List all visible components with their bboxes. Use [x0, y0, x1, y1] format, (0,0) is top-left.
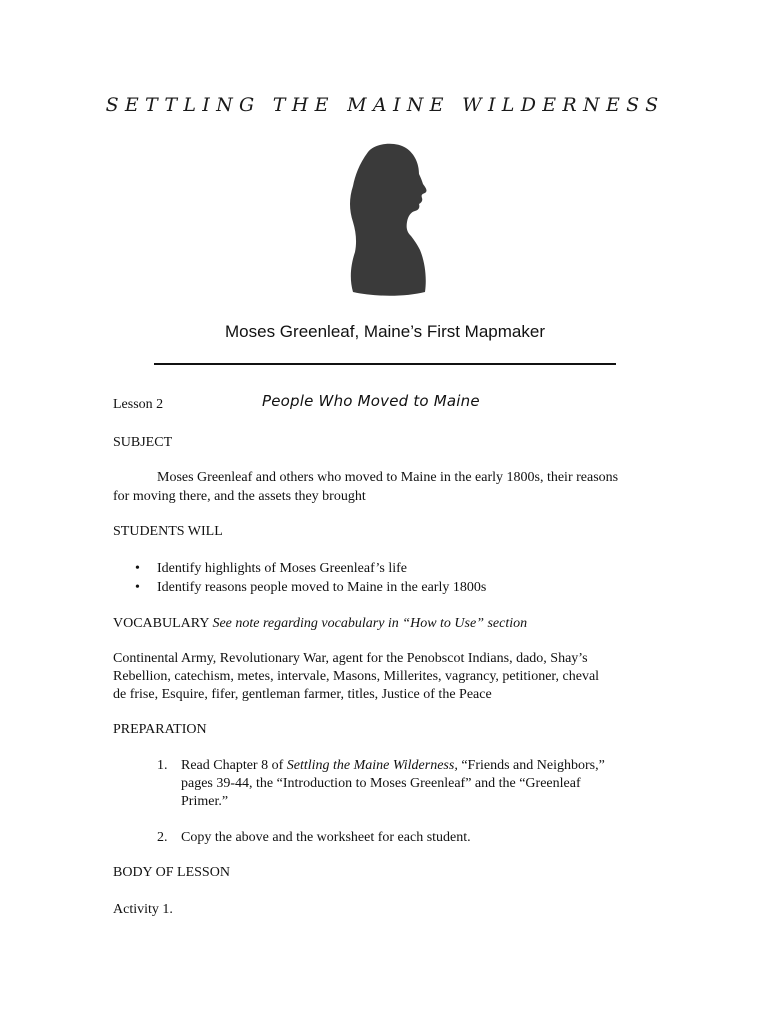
preparation-item-1-text-a: Read Chapter 8 of: [181, 758, 287, 773]
activity-label: Activity 1.: [113, 902, 173, 917]
vocabulary-heading: [113, 615, 527, 633]
lesson-title: People Who Moved to Maine: [262, 392, 480, 410]
students-will-heading: STUDENTS WILL: [113, 524, 223, 539]
document-subtitle: Moses Greenleaf, Maine’s First Mapmaker: [225, 322, 545, 341]
preparation-item-1-line2: pages 39-44, the “Introduction to Moses Greenleaf” and the “Greenleaf: [181, 776, 581, 791]
preparation-item-1-line3: Primer.”: [181, 794, 229, 809]
vocabulary-note: See note regarding vocabulary in “How to Use” section: [212, 616, 528, 631]
preparation-item-number: 2.: [157, 830, 168, 845]
students-will-list: [133, 560, 486, 598]
subject-text-line2: for moving there, and the assets they brought: [113, 489, 366, 504]
preparation-item-1-line1: [181, 757, 605, 775]
preparation-heading: PREPARATION: [113, 722, 207, 737]
vocabulary-label: VOCABULARY: [113, 616, 209, 631]
document-header-title: SETTLING THE MAINE WILDERNESS: [105, 94, 665, 116]
preparation-item-1-text-b: “Friends and Neighbors,”: [457, 758, 605, 773]
horizontal-rule: [154, 363, 616, 365]
subject-text-line1: Moses Greenleaf and others who moved to Maine in the early 1800s, their reasons: [157, 470, 619, 485]
preparation-item-number: 1.: [157, 758, 168, 773]
preparation-item-2-text: Copy the above and the worksheet for each student.: [181, 830, 471, 845]
silhouette-portrait-icon: [335, 140, 445, 300]
list-item: • Identify highlights of Moses Greenleaf’s life: [133, 560, 486, 579]
list-item: • Identify reasons people moved to Maine in the early 1800s: [133, 579, 486, 598]
subject-heading: SUBJECT: [113, 435, 173, 450]
body-of-lesson-heading: BODY OF LESSON: [113, 865, 230, 880]
book-title: Settling the Maine Wilderness,: [286, 758, 458, 773]
vocabulary-terms-line1: Continental Army, Revolutionary War, agent for the Penobscot Indians, dado, Shay’s: [113, 651, 588, 666]
vocabulary-terms-line3: de frise, Esquire, fifer, gentleman farmer, titles, Justice of the Peace: [113, 687, 492, 702]
lesson-number: Lesson 2: [113, 397, 164, 412]
vocabulary-terms-line2: Rebellion, catechism, metes, intervale, Masons, Millerites, vagrancy, petitioner, cheval: [113, 669, 600, 684]
